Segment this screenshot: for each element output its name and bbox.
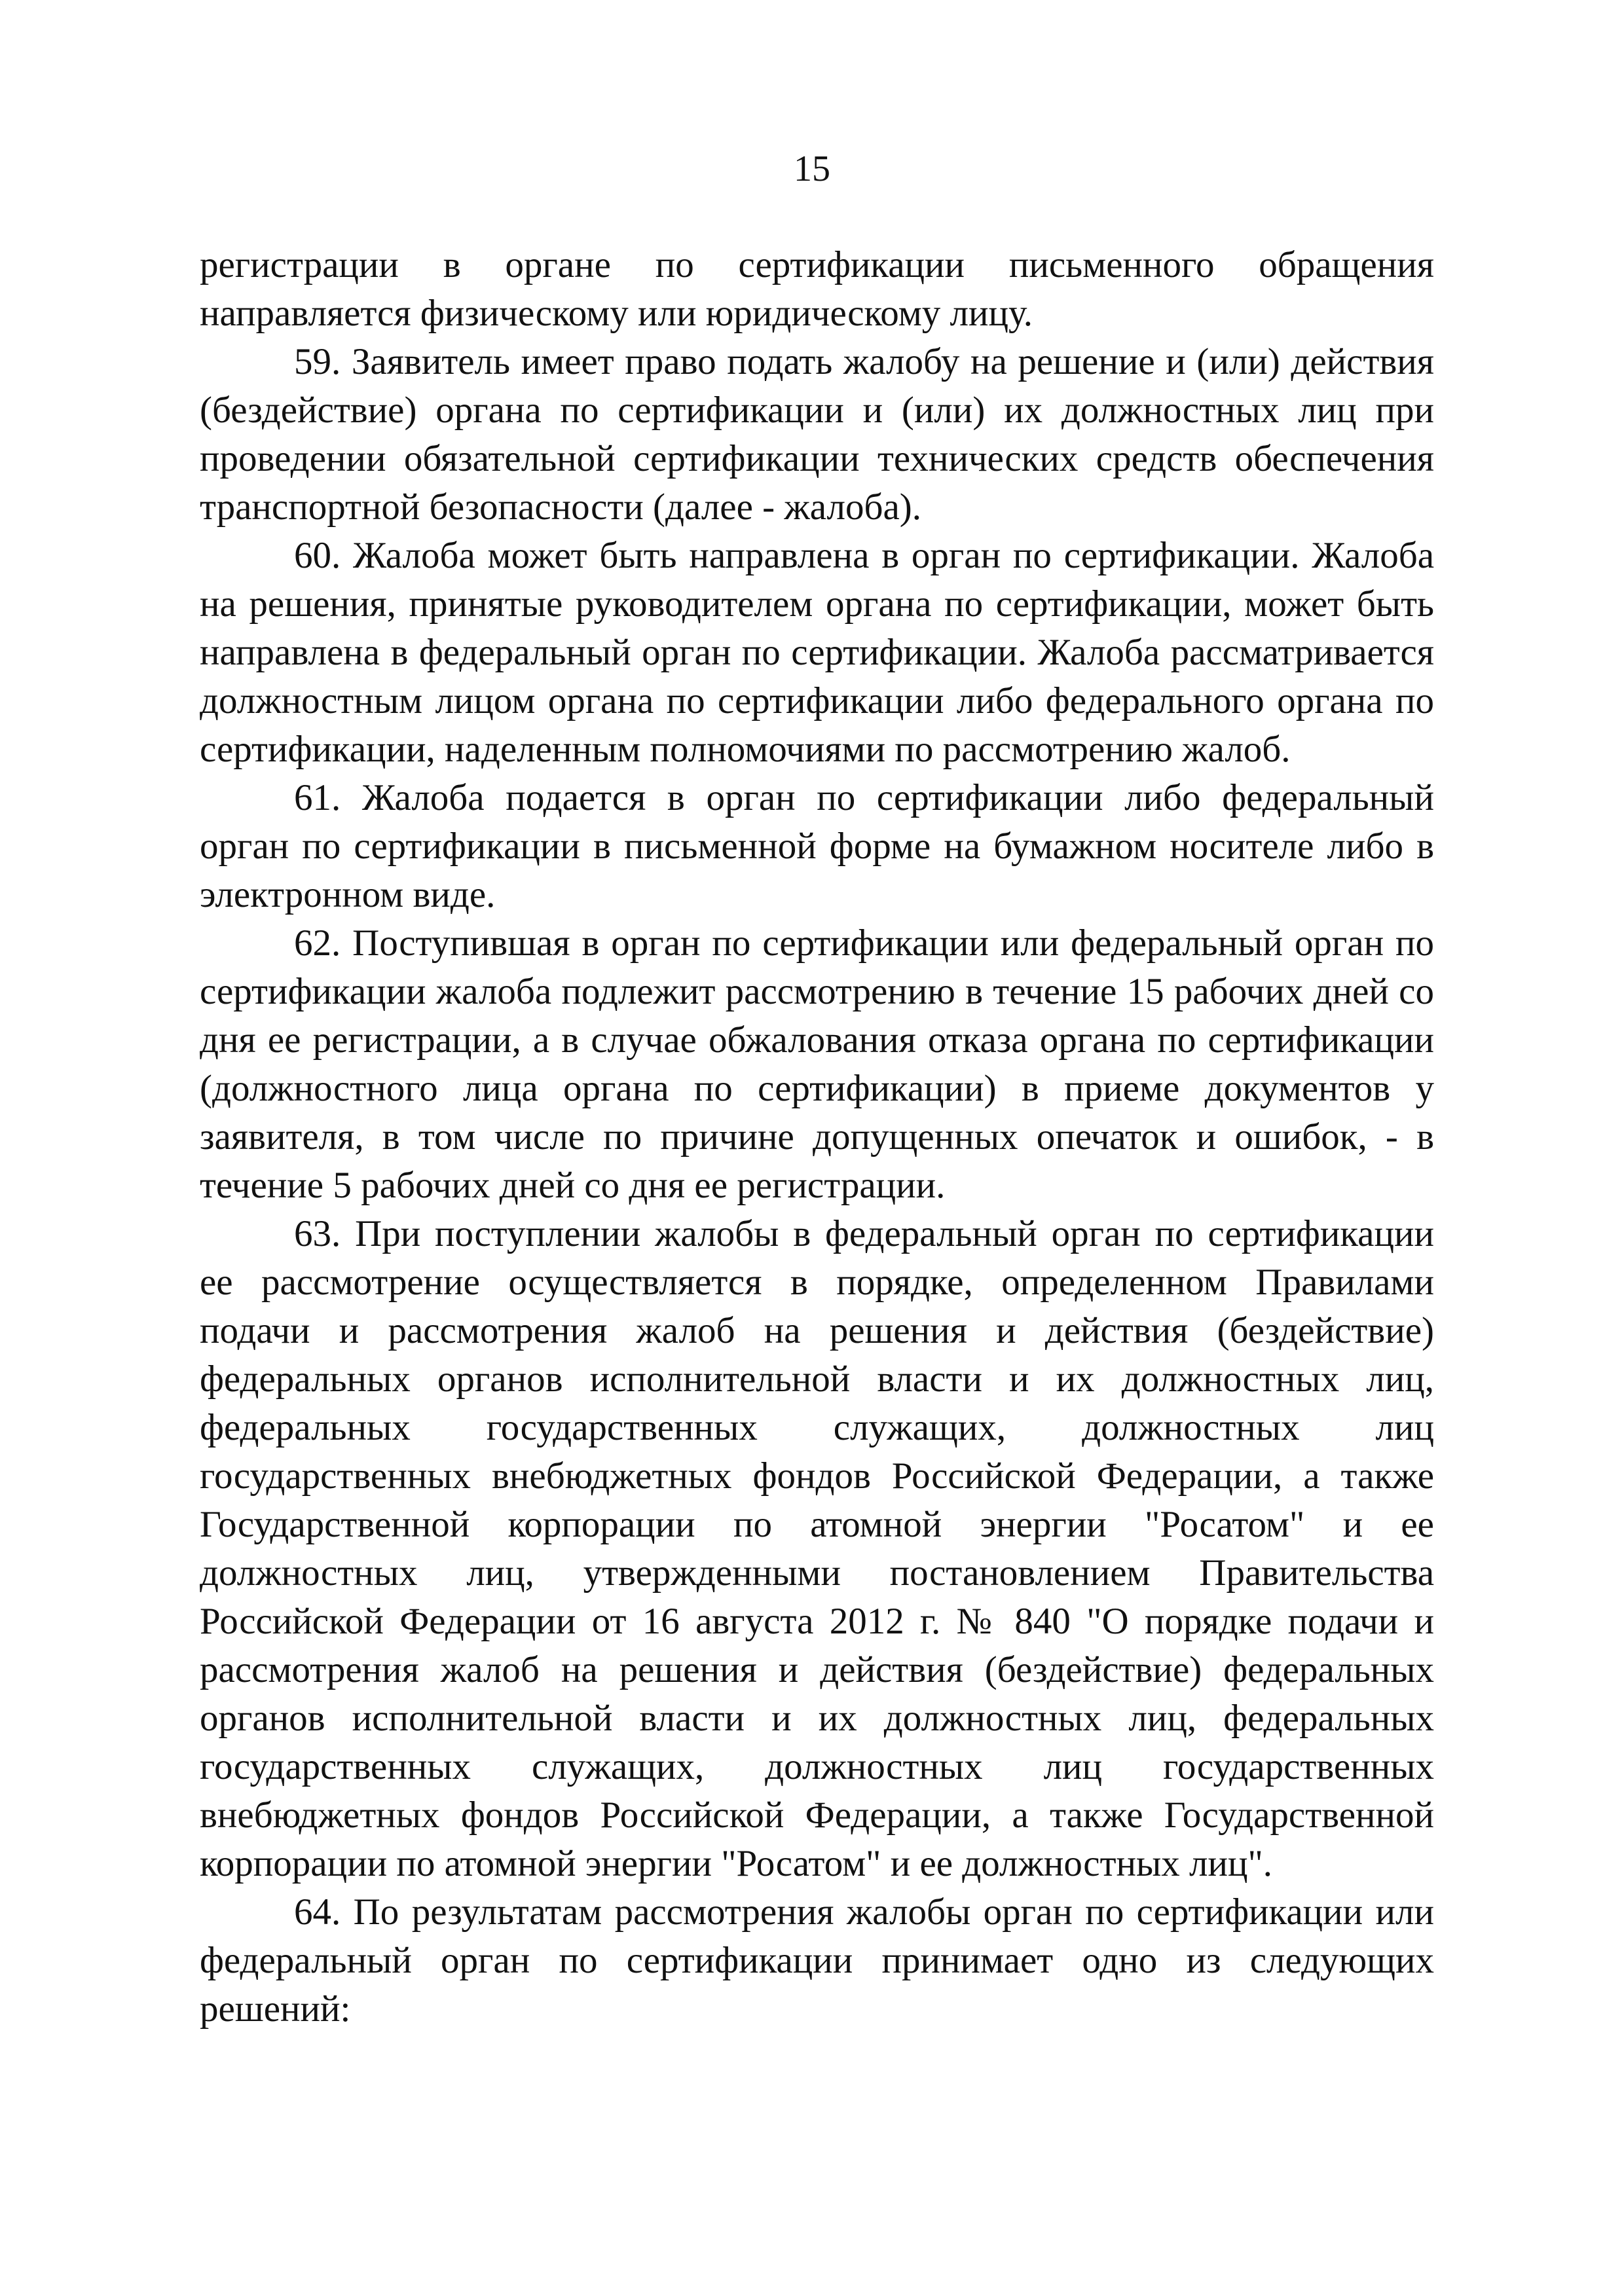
paragraph-60: 60. Жалоба может быть направлена в орган по сертификации. Жалоба на решения, принятые руководителем органа по сертификации, может быть направлена в федеральный орган по сертификации. Жалоба рассматривается должностным лицом органа по сертификации либо федерального органа по сертификации, наделенным полномочиями по рассмотрению жалоб.: [200, 535, 1434, 770]
paragraph-64: 64. По результатам рассмотрения жалобы орган по сертификации или федеральный орган по сертификации принимает одно из следующих решений:: [200, 1891, 1434, 2030]
paragraph-59: 59. Заявитель имеет право подать жалобу на решение и (или) действия (бездействие) органа по сертификации и (или) их должностных лиц при проведении обязательной сертификации технических средств обеспечения транспортной безопасности (далее - жалоба).: [200, 341, 1434, 528]
paragraph-62: 62. Поступившая в орган по сертификации или федеральный орган по сертификации жалоба подлежит рассмотрению в течение 15 рабочих дней со дня ее регистрации, а в случае обжалования отказа органа по сертификации (должностного лица органа по сертификации) в приеме документов у заявителя, в том числе по причине допущенных опечаток и ошибок, - в течение 5 рабочих дней со дня ее регистрации.: [200, 922, 1434, 1206]
page-number: 15: [794, 149, 830, 189]
document-body: [200, 241, 1434, 2033]
paragraph-61: 61. Жалоба подается в орган по сертификации либо федеральный орган по сертификации в письменной форме на бумажном носителе либо в электронном виде.: [200, 777, 1434, 915]
paragraph-continuation: регистрации в органе по сертификации письменного обращения направляется физическому или юридическому лицу.: [200, 244, 1434, 334]
paragraph-63: 63. При поступлении жалобы в федеральный орган по сертификации ее рассмотрение осуществляется в порядке, определенном Правилами подачи и рассмотрения жалоб на решения и действия (бездействие) федеральных органов исполнительной власти и их должностных лиц, федеральных государственных служащих, должностных лиц государственных внебюджетных фондов Российской Федерации, а также Государственной корпорации по атомной энергии "Росатом" и ее должностных лиц, утвержденными постановлением Правительства Российской Федерации от 16 августа 2012 г. № 840 "О порядке подачи и рассмотрения жалоб на решения и действия (бездействие) федеральных органов исполнительной власти и их должностных лиц, федеральных государственных служащих, должностных лиц государственных внебюджетных фондов Российской Федерации, а также Государственной корпорации по атомной энергии "Росатом" и ее должностных лиц".: [200, 1213, 1434, 1884]
